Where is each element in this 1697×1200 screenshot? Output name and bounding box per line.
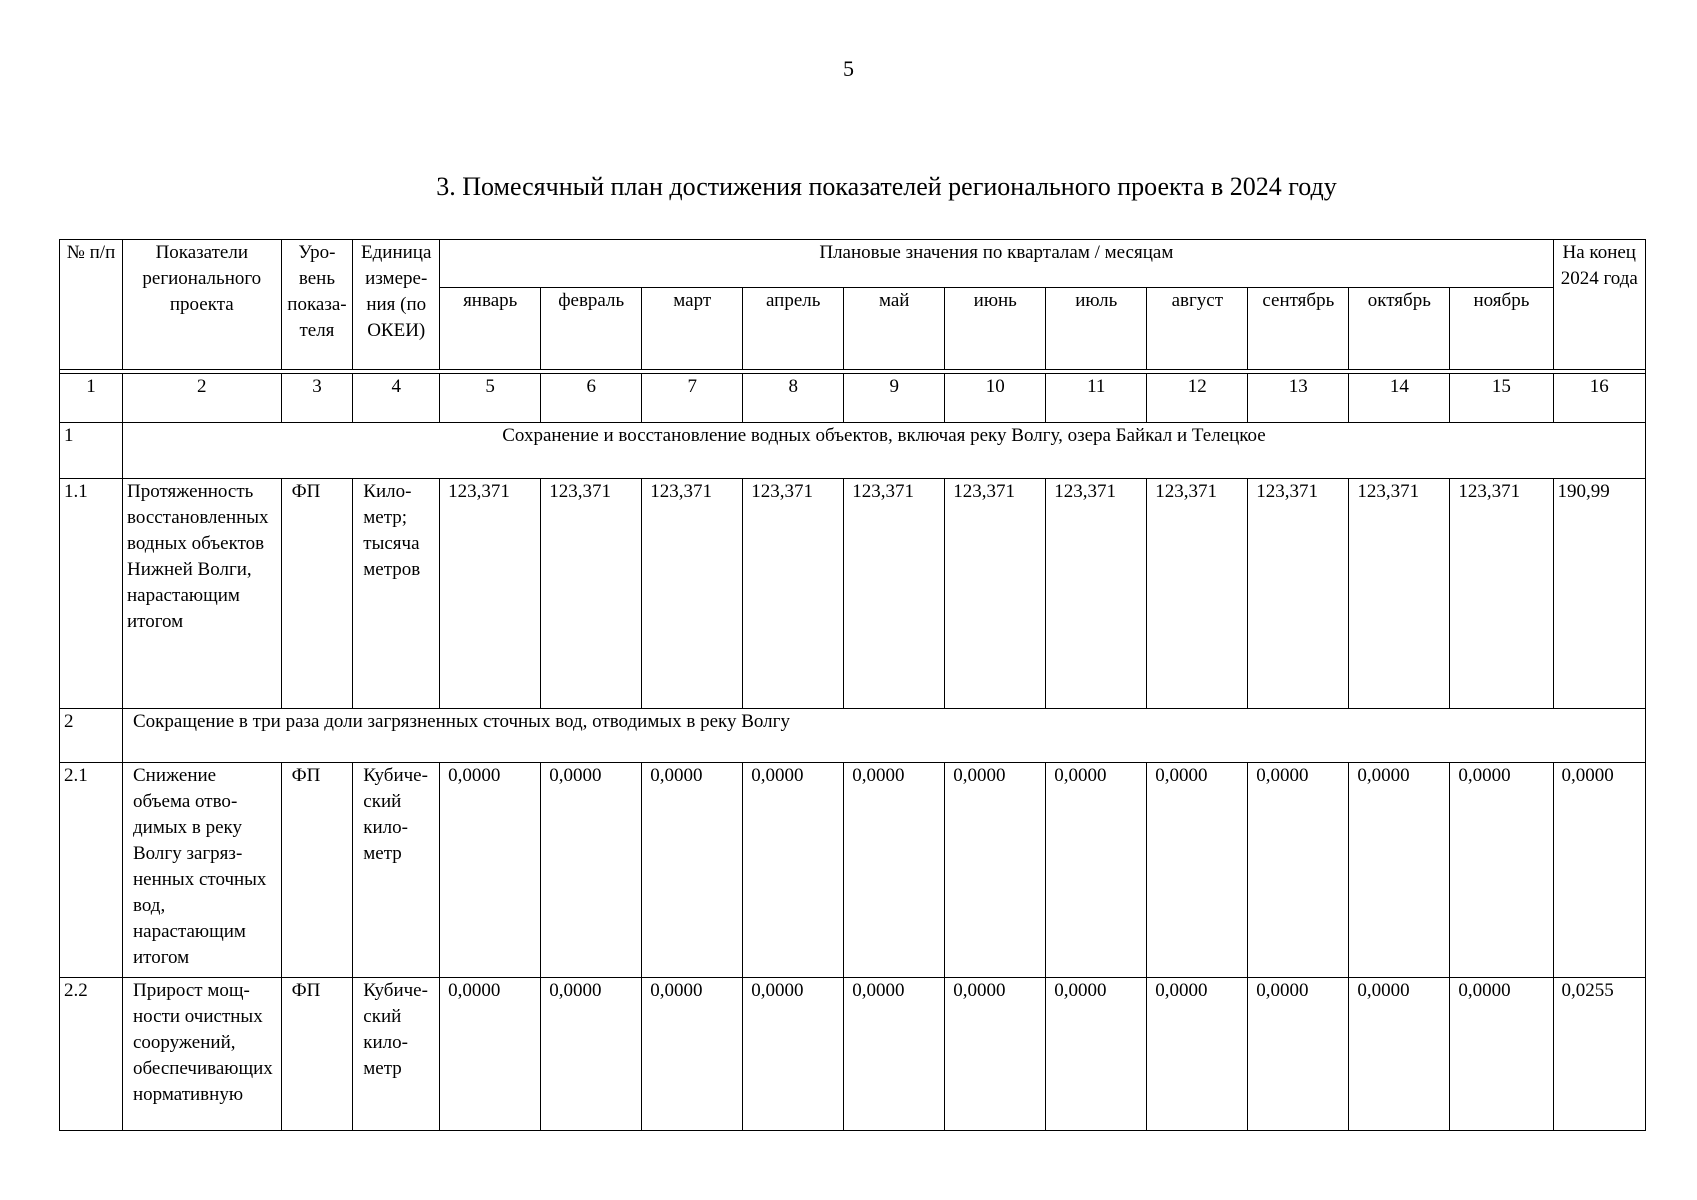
- column-number: 2: [123, 374, 282, 423]
- header-indicator: Показатели регионального проекта: [123, 240, 282, 370]
- column-number: 7: [642, 374, 743, 423]
- row-unit: Кубический километр: [353, 763, 440, 978]
- column-number: 1: [60, 374, 123, 423]
- row-value: 0,0000: [440, 978, 541, 1131]
- row-value: 0,0000: [945, 978, 1046, 1131]
- header-month: апрель: [743, 288, 844, 370]
- row-value: 0,0000: [743, 763, 844, 978]
- plan-table: [59, 239, 1646, 1131]
- row-value: 123,371: [1349, 479, 1450, 709]
- row-value: 0,0000: [1046, 978, 1147, 1131]
- column-number: 12: [1147, 374, 1248, 423]
- column-number: 13: [1248, 374, 1349, 423]
- section-row: [60, 709, 1646, 763]
- row-value: 0,0000: [844, 763, 945, 978]
- page-number: 5: [843, 56, 854, 81]
- section-title: Сохранение и восстановление водных объектов, включая реку Волгу, озера Байкал и Телецкое: [123, 423, 1646, 479]
- column-number: 6: [541, 374, 642, 423]
- row-value: 123,371: [642, 479, 743, 709]
- row-num: 2.2: [60, 978, 123, 1131]
- row-end-value: 0,0000: [1553, 763, 1645, 978]
- column-number: 15: [1450, 374, 1553, 423]
- row-value: 0,0000: [945, 763, 1046, 978]
- row-value: 0,0000: [1147, 978, 1248, 1131]
- header-month: ноябрь: [1450, 288, 1553, 370]
- column-numbers-row: [60, 374, 1646, 423]
- header-month: июль: [1046, 288, 1147, 370]
- column-number: 16: [1553, 374, 1645, 423]
- header-month: июнь: [945, 288, 1046, 370]
- row-num: 1.1: [60, 479, 123, 709]
- section-title: Сокращение в три раза доли загрязненных сточных вод, отводимых в реку Волгу: [123, 709, 1646, 763]
- column-number: 5: [440, 374, 541, 423]
- header-unit: Единица измерения (по ОКЕИ): [353, 240, 440, 370]
- row-level: ФП: [281, 978, 353, 1131]
- row-value: 0,0000: [743, 978, 844, 1131]
- row-value: 123,371: [844, 479, 945, 709]
- row-value: 123,371: [1450, 479, 1553, 709]
- row-value: 123,371: [541, 479, 642, 709]
- header-month: сентябрь: [1248, 288, 1349, 370]
- row-value: 0,0000: [1450, 978, 1553, 1131]
- header-num: № п/п: [60, 240, 123, 370]
- table-row: [60, 763, 1646, 978]
- column-number: 10: [945, 374, 1046, 423]
- header-month: август: [1147, 288, 1248, 370]
- row-indicator: Протяженность восстановленных водных объектов Нижней Волги, нарастающим итогом: [123, 479, 282, 709]
- row-level: ФП: [281, 479, 353, 709]
- table-row: [60, 479, 1646, 709]
- row-value: 0,0000: [1248, 978, 1349, 1131]
- row-value: 0,0000: [1349, 978, 1450, 1131]
- header-month: март: [642, 288, 743, 370]
- header-month: февраль: [541, 288, 642, 370]
- row-num: 2.1: [60, 763, 123, 978]
- row-indicator: Снижение объема отводимых в реку Волгу загрязненных сточных вод, нарастающим итогом: [123, 763, 282, 978]
- row-value: 0,0000: [1248, 763, 1349, 978]
- header-month: май: [844, 288, 945, 370]
- row-value: 123,371: [1248, 479, 1349, 709]
- section-num: 2: [60, 709, 123, 763]
- page-title: 3. Помесячный план достижения показателей регионального проекта в 2024 году: [436, 172, 1337, 201]
- row-value: 0,0000: [541, 978, 642, 1131]
- row-value: 0,0000: [1147, 763, 1248, 978]
- row-end-value: 0,0255: [1553, 978, 1645, 1131]
- header-row: [60, 240, 1646, 288]
- row-level: ФП: [281, 763, 353, 978]
- row-value: 0,0000: [844, 978, 945, 1131]
- header-end-of-year: На конец 2024 года: [1553, 240, 1645, 370]
- column-number: 4: [353, 374, 440, 423]
- header-month: январь: [440, 288, 541, 370]
- row-value: 0,0000: [1046, 763, 1147, 978]
- header-month: октябрь: [1349, 288, 1450, 370]
- column-number: 9: [844, 374, 945, 423]
- header-planned: Плановые значения по кварталам / месяцам: [440, 240, 1553, 288]
- row-unit: Километр; тысяча метров: [353, 479, 440, 709]
- row-indicator: Прирост мощности очистных сооружений, обеспечивающих нормативную: [123, 978, 282, 1131]
- section-row: [60, 423, 1646, 479]
- row-value: 123,371: [945, 479, 1046, 709]
- row-value: 0,0000: [642, 978, 743, 1131]
- column-number: 8: [743, 374, 844, 423]
- row-value: 0,0000: [440, 763, 541, 978]
- row-value: 0,0000: [1349, 763, 1450, 978]
- header-level: Уровень показателя: [281, 240, 353, 370]
- table-row: [60, 978, 1646, 1131]
- row-value: 123,371: [1046, 479, 1147, 709]
- row-value: 123,371: [743, 479, 844, 709]
- row-value: 123,371: [440, 479, 541, 709]
- row-value: 123,371: [1147, 479, 1248, 709]
- column-number: 14: [1349, 374, 1450, 423]
- column-number: 3: [281, 374, 353, 423]
- column-number: 11: [1046, 374, 1147, 423]
- row-value: 0,0000: [541, 763, 642, 978]
- row-unit: Кубический километр: [353, 978, 440, 1131]
- row-value: 0,0000: [642, 763, 743, 978]
- section-num: 1: [60, 423, 123, 479]
- row-end-value: 190,99: [1553, 479, 1645, 709]
- row-value: 0,0000: [1450, 763, 1553, 978]
